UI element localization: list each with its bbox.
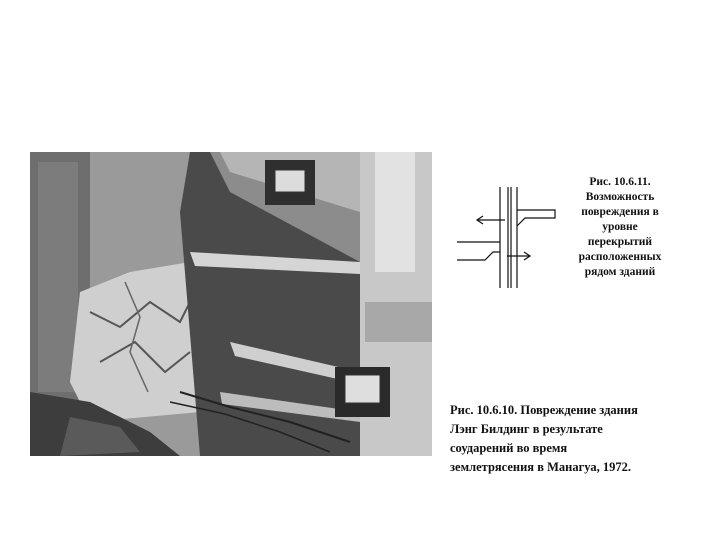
building-damage-photo	[30, 152, 432, 456]
photo-caption	[450, 401, 712, 477]
diagram-caption-line: Возможность	[585, 191, 655, 203]
diagram-caption-line: расположенных	[578, 251, 662, 263]
diagram-caption-line: рядом зданий	[584, 266, 656, 278]
diagram-caption-line: перекрытий	[587, 236, 653, 248]
diagram-caption-line: повреждения в	[581, 206, 659, 218]
photo-caption-line: соударений во время	[450, 441, 568, 455]
photo-caption-line: Рис. 10.6.10. Повреждение здания	[450, 403, 638, 417]
adjacent-buildings-diagram	[455, 182, 565, 292]
diagram-caption	[564, 175, 676, 280]
slab-collision-schematic	[455, 182, 565, 292]
photo-caption-line: землетрясения в Манагуа, 1972.	[450, 460, 631, 474]
photo-caption-line: Лэнг Билдинг в результате	[450, 422, 603, 436]
diagram-caption-line: Рис. 10.6.11.	[589, 176, 651, 188]
diagram-caption-line: уровне	[602, 221, 638, 233]
building-damage-illustration	[30, 152, 432, 456]
